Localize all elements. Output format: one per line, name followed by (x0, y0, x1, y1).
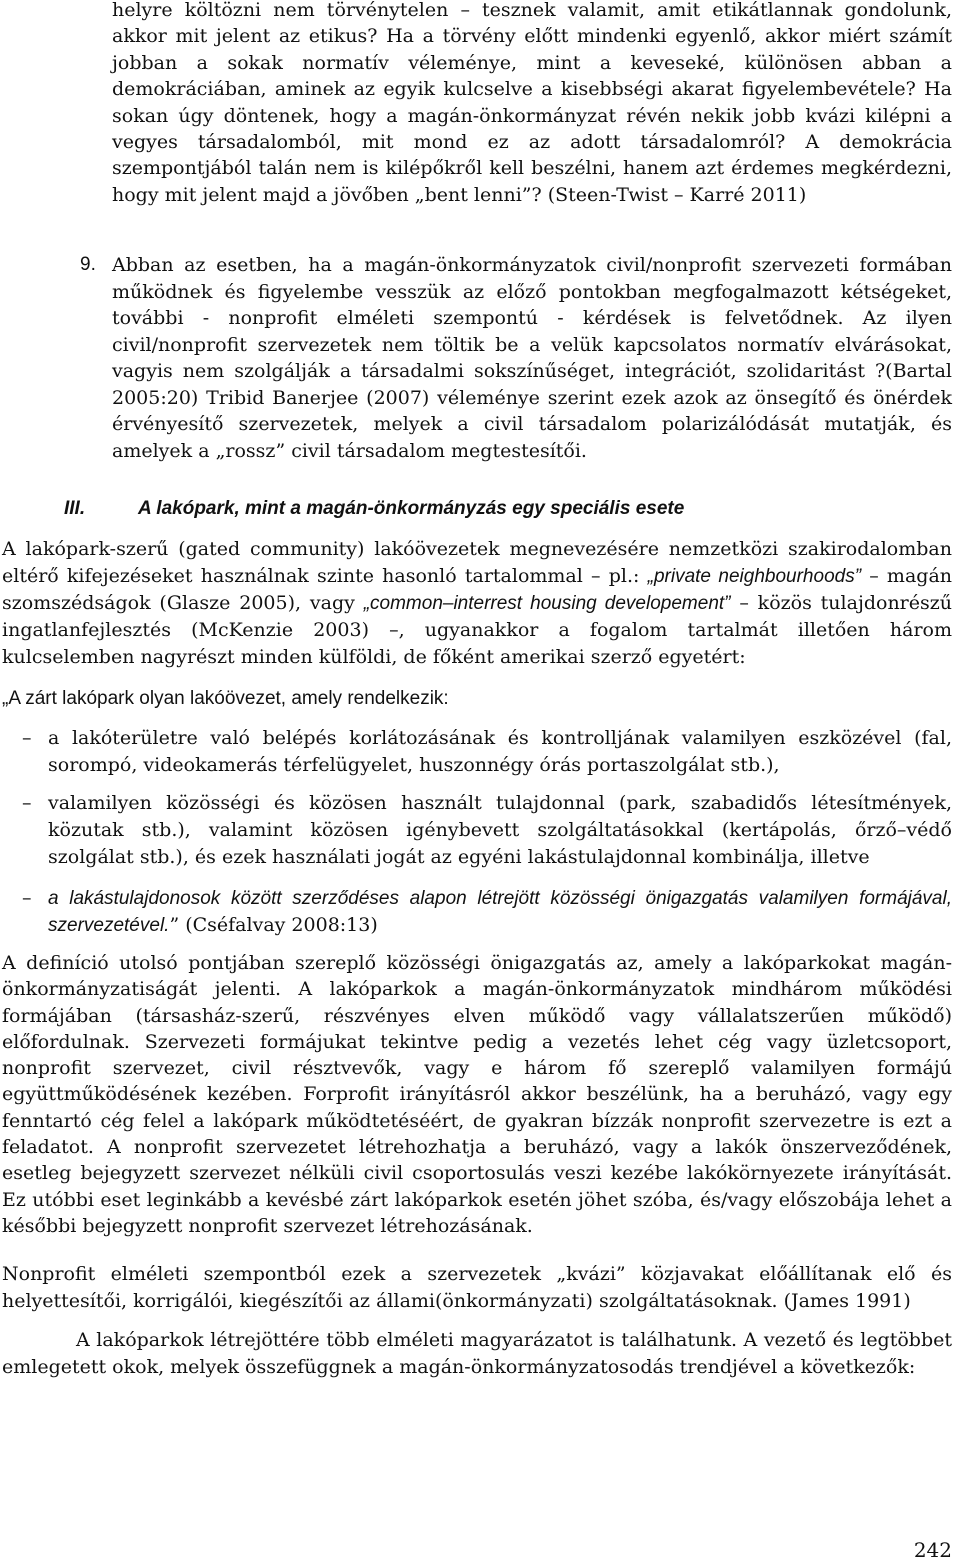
definition-paragraph: A definíció utolsó pontjában szereplő közösségi önigazgatás az, amely a lakóparkokat magán-önkormányzatiságát jelenti. A lakóparkok a magán-önkormányzatok mindhárom működési formájában (társasház-szerű, részvényes elven működő vagy vállalatszerűen működő) előfordulnak. Szervezeti formájukat tekintve pedig a vezetés lehet cég vagy üzletcsoport, nonprofit szervezet, civil résztvevők, vagy e három fő szereplő valamilyen formájú együttműködésének kezében. Forprofit irányításról akkor beszélünk, ha a beruházó, vagy egy fenntartó cég felel a lakópark működtetéséért, de gyakran bízzák nonprofit szervezetre is ezt a feladatot. A nonprofit szervezetet létrehozhatja a beruházó, vagy a lakók önszerveződének, esetleg bejegyzett szervezet nélküli civil csoportosulás veszi kezébe lakókörnyezete irányítását. Ez utóbbi eset leginkább a kevésbé zárt lakóparkok esetén jöhet szóba, és/vagy előszobája lehet a későbbi bejegyzett nonprofit szervezet létrehozásának. (2, 952, 952, 1237)
page-number: 242 (913, 1538, 952, 1562)
intro-italic-term-1: „private neighbourhoods” (647, 566, 862, 587)
bullet-dash: – (22, 887, 32, 909)
intro-text-3: – közös tulajdonrészű ingatlanfejlesztés (McKenzie 2003) –, ugyanakkor a fogalom tartalmát illetően három kulcselemben nagyrészt minden külföldi, de főként amerikai szerző egyetért: (2, 592, 953, 668)
list-item-9-text: Abban az esetben, ha a magán-önkormányzatok civil/nonprofit szervezeti formában működnek és figyelembe vesszük az előző pontokban megfogalmazott kétségeket, további - nonprofit elméleti szempontú - kérdések is felvetődnek. Az ilyen civil/nonprofit szervezetek nem töltik be a velük kapcsolatos normatív elvárásokat, vagyis nem szolgálják a társadalmi sokszínűséget, integrációt, szolidaritást ?(Bartal 2005:20) Tribid Banerjee (2007) véleménye szerint ezek azok az önsegítő és önérdek érvényesítő szervezetek, melyek a civil társadalom polarizálódását mutatják, és amelyek a „rossz” civil társadalom megtestesítői. (112, 254, 952, 462)
bullet-italic-text: a lakástulajdonosok között szerződéses alapon létrejött közösségi önigazgatás valamilyen formájával, szervezetével. (48, 888, 952, 936)
bullet-text (48, 885, 952, 939)
bullet-item (22, 885, 952, 939)
list-item-number: 9. (80, 254, 96, 275)
intro-italic-term-2: „common–interrest housing developement” (363, 593, 731, 614)
section-number: III. (64, 498, 86, 519)
bullet-dash: – (22, 727, 32, 749)
quote-intro: „A zárt lakópark olyan lakóövezet, amely rendelkezik: (2, 688, 449, 709)
bullet-text: valamilyen közösségi és közösen használt tulajdonnal (park, szabadidős létesítmények, közutak stb.), valamint közösen igénybevett szolgáltatásokkal (kertápolás, őrző–védő szolgálat stb.), és ezek használati jogát az egyéni lakástulajdonnal kombinálja, illetve (48, 792, 952, 868)
bullet-text: a lakóterületre való belépés korlátozásának és kontrolljának valamilyen eszközével (fal, sorompó, videokamerás térfelügyelet, huszonnégy órás portaszolgálat stb.), (48, 727, 952, 776)
bullet-dash: – (22, 792, 32, 814)
bullet-citation: ” (Cséfalvay 2008:13) (169, 914, 378, 936)
theories-paragraph: A lakóparkok létrejöttére több elméleti magyarázatot is találhatunk. A vezető és legtöbbet emlegetett okok, melyek összefüggnek a magán-önkormányzatosodás trendjével a következők: (2, 1329, 952, 1378)
intro-text-2: – magán szomszédságok (Glasze 2005), vagy (2, 565, 953, 614)
nonprofit-paragraph: Nonprofit elméleti szempontból ezek a szervezetek „kvázi” közjavakat előállítanak elő és helyettesítői, korrigálói, kiegészítői az állami(önkormányzati) szolgáltatásoknak. (James 1991) (2, 1263, 952, 1312)
intro-text-1: A lakópark-szerű (gated community) lakóövezetek megnevezésére nemzetközi szakirodalomban eltérő kifejezéseket használnak szinte hasonló tartalommal – pl.: (2, 538, 952, 587)
bullet-item (22, 790, 952, 871)
section-title: A lakópark, mint a magán-önkormányzás egy speciális esete (138, 498, 685, 519)
bullet-item (22, 725, 952, 779)
intro-paragraph (2, 536, 952, 671)
section-heading (0, 494, 960, 524)
top-paragraph: helyre költözni nem törvénytelen – tesznek valamit, amit etikátlannak gondolunk, akkor mit jelent az etikus? Ha a törvény előtt mindenki egyenlő, akkor miért számít jobban a sokak normatív véleménye, mint a keveseké, különösen abban a demokráciában, aminek az egyik kulcselve a kisebbségi akarat figyelembevétele? Ha sokan úgy döntenek, hogy a magán-önkormányzat révén nekik jobb kvázi kilépni a vegyes társadalomból, mit mond ez az adott társadalomról? A demokrácia szempontjából talán nem is kilépőkről kell beszélni, hanem azt érdemes megkérdezni, hogy mit jelent majd a jövőben „bent lenni”? (Steen-Twist – Karré 2011) (112, 0, 952, 206)
